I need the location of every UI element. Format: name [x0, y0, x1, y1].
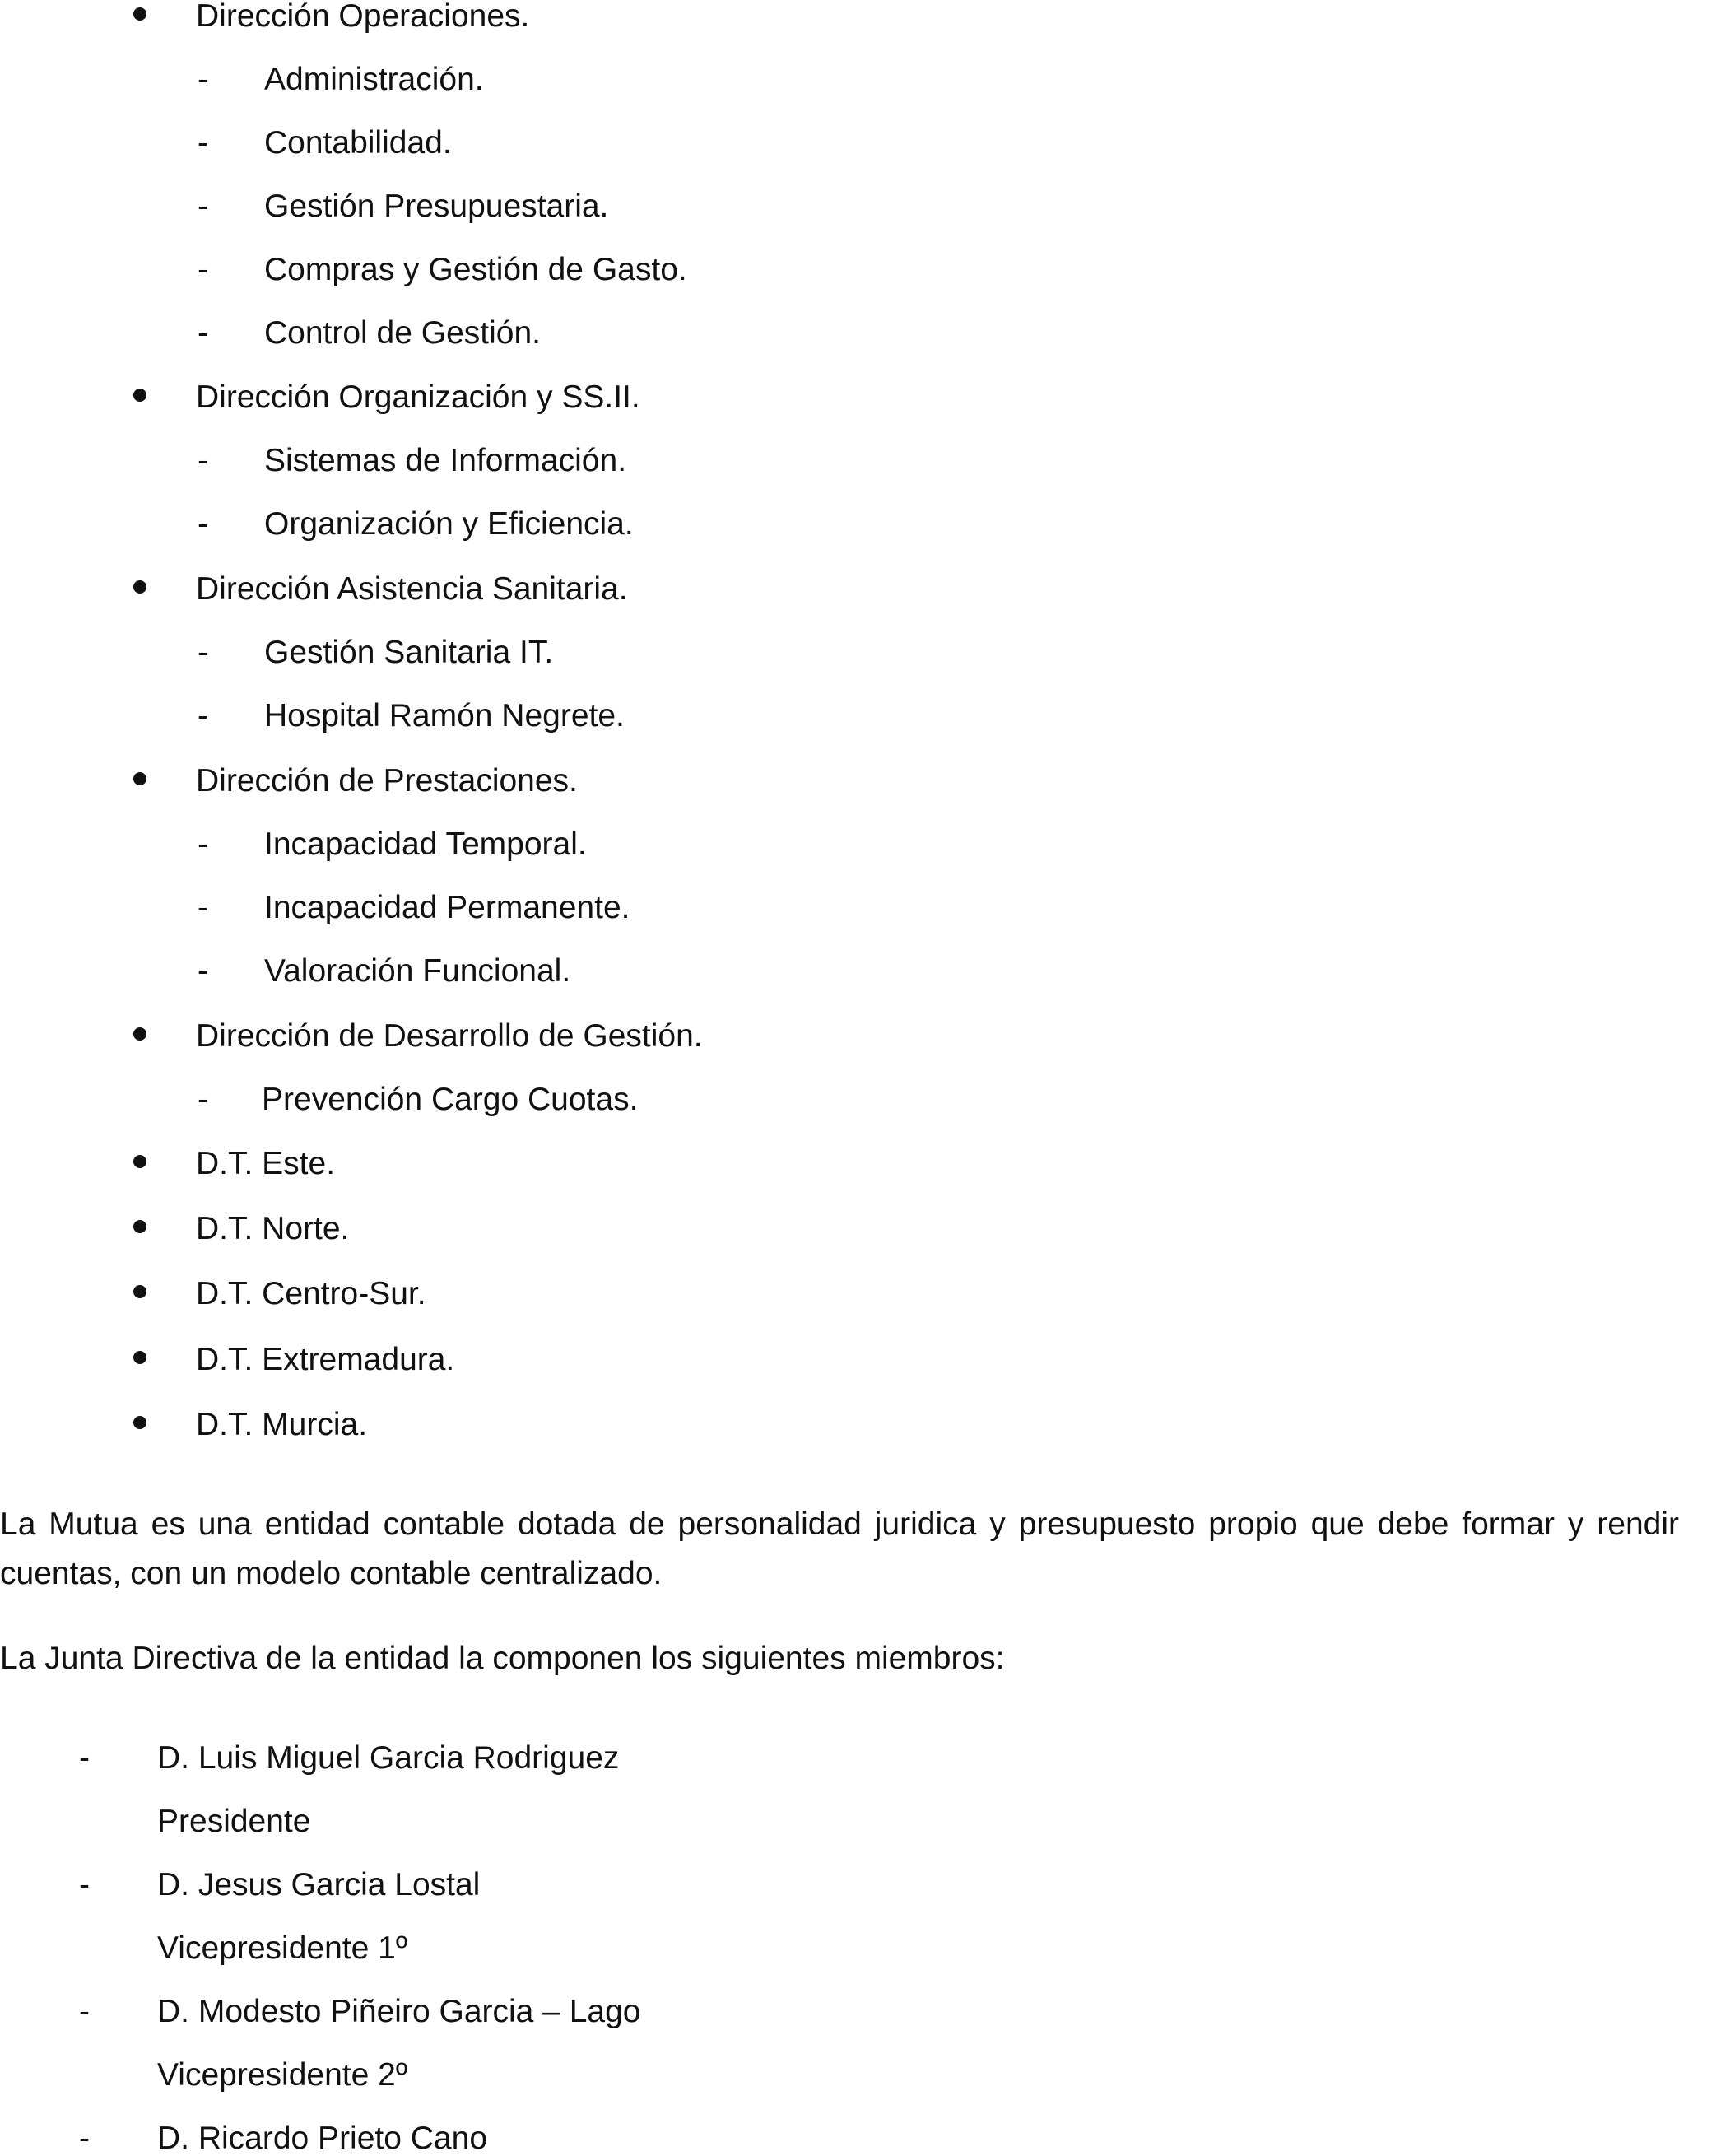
- org-subitem-label: Sistemas de Información.: [264, 443, 627, 478]
- dash-marker: -: [198, 635, 208, 670]
- dash-marker: -: [198, 698, 208, 733]
- member-name: D. Modesto Piñeiro Garcia – Lago: [157, 1994, 641, 2029]
- org-item-label: D.T. Centro-Sur.: [196, 1276, 426, 1311]
- dash-marker: -: [198, 443, 208, 478]
- org-item-label: D.T. Este.: [196, 1146, 336, 1181]
- org-subitem-label: Incapacidad Temporal.: [264, 827, 587, 862]
- org-subitem-label: Administración.: [264, 62, 484, 97]
- org-subitem-label: Valoración Funcional.: [264, 953, 571, 989]
- dash-marker: -: [79, 1867, 90, 1902]
- org-subitem-label: Contabilidad.: [264, 125, 452, 161]
- bullet-icon: [133, 389, 146, 402]
- dash-marker: -: [198, 315, 208, 351]
- org-item-label: Dirección Asistencia Sanitaria.: [196, 571, 628, 607]
- org-item-label: Dirección de Desarrollo de Gestión.: [196, 1018, 703, 1054]
- paragraph-mutua: La Mutua es una entidad contable dotada de personalidad juridica y presupuesto propio que debe formar y rendir cuentas, con un modelo contable centralizado.: [0, 1506, 1679, 1591]
- dash-marker: -: [198, 125, 208, 161]
- bullet-icon: [133, 1416, 146, 1429]
- bullet-icon: [133, 7, 146, 21]
- org-subitem-label: Incapacidad Permanente.: [264, 890, 630, 925]
- dash-marker: -: [79, 1740, 90, 1776]
- org-subitem-label: Control de Gestión.: [264, 315, 542, 351]
- org-subitem-label: Compras y Gestión de Gasto.: [264, 252, 687, 287]
- dash-marker: -: [198, 890, 208, 925]
- bullet-icon: [133, 580, 146, 594]
- dash-marker: -: [198, 827, 208, 862]
- org-item-label: D.T. Extremadura.: [196, 1342, 455, 1377]
- bullet-icon: [133, 1351, 146, 1364]
- dash-marker: -: [198, 1082, 208, 1117]
- dash-marker: -: [79, 1994, 90, 2029]
- member-role: Vicepresidente 2º: [157, 2057, 408, 2093]
- org-item-label: D.T. Murcia.: [196, 1407, 368, 1442]
- org-subitem-label: Hospital Ramón Negrete.: [264, 698, 625, 733]
- org-subitem-label: Gestión Sanitaria IT.: [264, 635, 554, 670]
- bullet-icon: [133, 1285, 146, 1298]
- org-subitem-label: Organización y Eficiencia.: [264, 506, 634, 542]
- org-item-label: D.T. Norte.: [196, 1211, 350, 1246]
- member-role: Vicepresidente 1º: [157, 1930, 408, 1966]
- org-item-label: Dirección Operaciones.: [196, 0, 530, 34]
- bullet-icon: [133, 772, 146, 785]
- dash-marker: -: [198, 953, 208, 989]
- org-subitem-label: Gestión Presupuestaria.: [264, 189, 609, 224]
- member-role: Presidente: [157, 1804, 311, 1839]
- dash-marker: -: [198, 62, 208, 97]
- org-subitem-label: Prevención Cargo Cuotas.: [262, 1082, 639, 1117]
- member-name: D. Jesus Garcia Lostal: [157, 1867, 481, 1902]
- dash-marker: -: [79, 2121, 90, 2156]
- member-name: D. Luis Miguel Garcia Rodriguez: [157, 1740, 620, 1776]
- dash-marker: -: [198, 189, 208, 224]
- dash-marker: -: [198, 252, 208, 287]
- member-name: D. Ricardo Prieto Cano: [157, 2121, 488, 2156]
- bullet-icon: [133, 1155, 146, 1168]
- org-item-label: Dirección Organización y SS.II.: [196, 380, 640, 415]
- paragraph-junta: La Junta Directiva de la entidad la componen los siguientes miembros:: [0, 1641, 1005, 1676]
- bullet-icon: [133, 1027, 146, 1041]
- dash-marker: -: [198, 506, 208, 542]
- org-item-label: Dirección de Prestaciones.: [196, 763, 578, 799]
- bullet-icon: [133, 1220, 146, 1233]
